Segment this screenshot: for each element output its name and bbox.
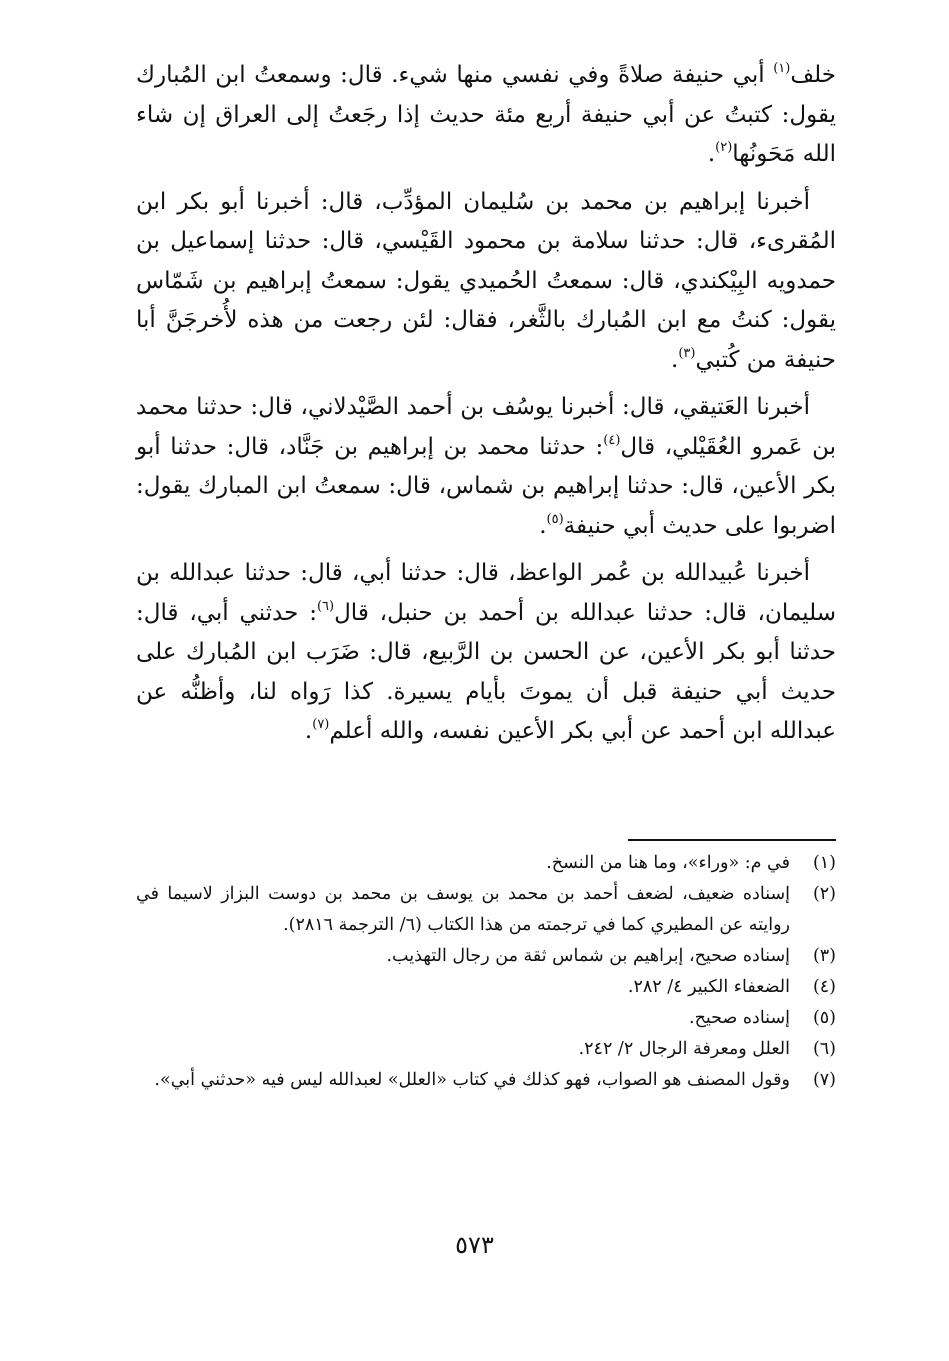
footnote-text: إسناده صحيح. bbox=[689, 1008, 790, 1028]
text-segment: . bbox=[304, 718, 313, 744]
footnote-number: (٦) bbox=[812, 1039, 836, 1059]
footnote-number: (٢) bbox=[812, 884, 836, 904]
footnote-text: في م: «وراء»، وما هنا من النسخ. bbox=[546, 853, 790, 873]
text-segment: أخبرنا عُبيدالله بن عُمر الواعظ، قال: حدثنا أبي، قال: حدثنا عبدالله بن سليمان، قال: حدثنا عبدالله بن أحمد بن حنبل، قال bbox=[136, 560, 836, 626]
main-text bbox=[136, 56, 836, 760]
footnote bbox=[136, 941, 836, 972]
footnote bbox=[136, 879, 836, 941]
text-segment: أخبرنا العَتيقي، قال: أخبرنا يوسُف بن أحمد الصَّيْدلاني، قال: حدثنا محمد بن عَمرو العُقَيْلي، قال bbox=[136, 394, 836, 460]
text-segment: . bbox=[707, 141, 716, 167]
footnote-marker: (٤) bbox=[603, 432, 621, 448]
footnote-marker: (٧) bbox=[312, 717, 330, 732]
footnote-text: وقول المصنف هو الصواب، فهو كذلك في كتاب «العلل» لعبدالله ليس فيه «حدثني أبي». bbox=[154, 1070, 790, 1090]
text-segment: خلف bbox=[790, 62, 836, 88]
footnote-text: الضعفاء الكبير ٤/ ٢٨٢. bbox=[627, 977, 790, 997]
footnote-marker: (٣) bbox=[678, 345, 696, 361]
text-segment: . bbox=[671, 346, 679, 373]
footnote-marker: (٥) bbox=[546, 511, 564, 527]
footnote-marker: (٢) bbox=[715, 140, 733, 155]
text-segment: أخبرنا إبراهيم بن محمد بن سُليمان المؤدِّب، قال: أخبرنا أبو بكر ابن المُقرىء، قال: حدثنا سلامة بن محمود القَيْسي، قال: حدثنا إسماعيل بن حمدويه البِيْكندي، قال: سمعتُ الحُميدي يقول: سمعتُ إبراهيم بن شَمّاس يقول: كنتُ مع ابن المُبارك بالثَّغر، فقال: لئن رجعت من هذه لأُخرجَنَّ أبا حنيفة من كُتبي bbox=[136, 188, 836, 373]
footnote-number: (٤) bbox=[812, 977, 836, 997]
paragraph bbox=[136, 554, 836, 752]
footnote bbox=[136, 972, 836, 1003]
paragraph bbox=[136, 56, 836, 175]
footnote-text: العلل ومعرفة الرجال ٢/ ٢٤٢. bbox=[578, 1039, 790, 1059]
footnote bbox=[136, 848, 836, 879]
paragraph bbox=[136, 183, 836, 381]
footnote-text: إسناده صحيح، إبراهيم بن شماس ثقة من رجال التهذيب. bbox=[386, 946, 790, 966]
footnote-number: (٣) bbox=[812, 946, 836, 966]
footnote-number: (١) bbox=[812, 853, 836, 873]
footnotes bbox=[136, 848, 836, 1096]
footnote bbox=[136, 1034, 836, 1065]
text-segment: : حدثني أبي، قال: حدثنا أبو بكر الأعين، عن الحسن بن الرَّبيع، قال: ضَرَب ابن المُبارك على حديث أبي حنيفة قبل أن يموتَ بأيام يسيرة. كذا رَواه لنا، وأظنُّه عن عبدالله ابن أحمد عن أبي بكر الأعين نفسه، والله أعلم bbox=[136, 599, 836, 744]
paragraph bbox=[136, 388, 836, 546]
text-segment: أبي حنيفة صلاةً وفي نفسي منها شيء. قال: وسمعتُ ابن المُبارك يقول: كتبتُ عن أبي حنيفة أربع مئة حديث إذا رجَعتُ إلى العراق إن شاء الله مَحَونُها bbox=[136, 62, 836, 167]
footnote-number: (٥) bbox=[812, 1008, 836, 1028]
text-segment: . bbox=[539, 512, 547, 539]
footnote-text: إسناده ضعيف، لضعف أحمد بن محمد بن يوسف بن محمد بن دوست البزاز لاسيما في روايته عن المطيري كما في ترجمته من هذا الكتاب (٦/ الترجمة ٢٨١٦). bbox=[136, 884, 790, 935]
footnote-marker: (١) bbox=[773, 61, 791, 76]
footnote bbox=[136, 1065, 836, 1096]
footnote bbox=[136, 1003, 836, 1034]
footnote-separator bbox=[628, 839, 836, 841]
footnote-marker: (٦) bbox=[316, 598, 335, 614]
page-number: ٥٧٣ bbox=[455, 1231, 494, 1259]
text-segment: : حدثنا محمد بن إبراهيم بن جَنَّاد، قال: حدثنا أبو بكر الأعين، قال: حدثنا إبراهيم بن شماس، قال: سمعتُ ابن المبارك يقول: اضربوا على حديث أبي حنيفة bbox=[136, 433, 836, 539]
footnote-number: (٧) bbox=[812, 1070, 836, 1090]
